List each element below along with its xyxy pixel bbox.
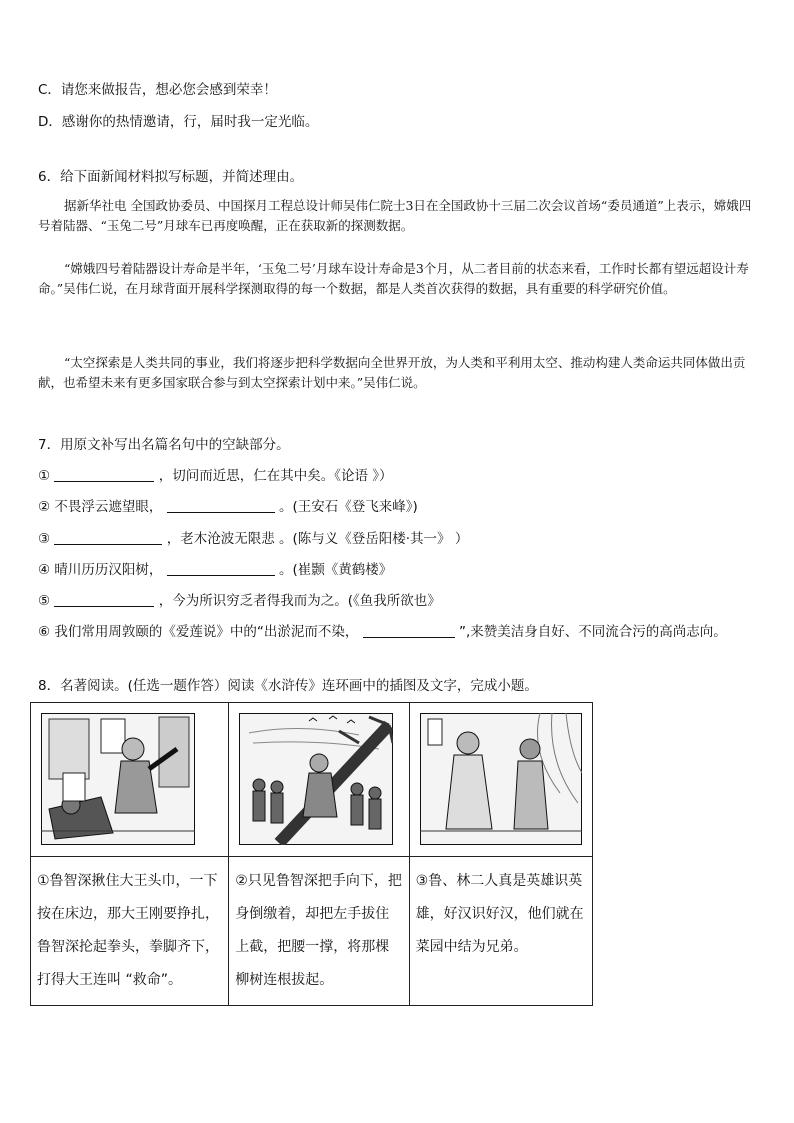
fill-item-prefix: ⑤	[38, 593, 51, 609]
question-7-prompt: 7．用原文补写出名篇名句中的空缺部分。	[38, 437, 290, 453]
fill-item-6	[38, 622, 727, 642]
fill-item-suffix: ，切问而近思，仁在其中矣。《论语 》）	[158, 468, 393, 484]
comic-panel-willow-icon	[239, 713, 393, 845]
comic-caption-3: ③鲁、林二人真是英雄识英雄，好汉识好汉，他们就在菜园中结为兄弟。	[409, 857, 592, 1006]
question-6-prompt: 6．给下面新闻材料拟写标题，并简述理由。	[38, 169, 304, 185]
fill-item-prefix: ② 不畏浮云遮望眼，	[38, 499, 163, 515]
fill-item-1	[38, 466, 393, 486]
answer-blank[interactable]	[54, 592, 154, 607]
comic-cell-2	[229, 703, 409, 857]
fill-item-suffix: 。(崔颢《黄鹤楼》	[279, 562, 393, 578]
answer-blank[interactable]	[363, 623, 455, 638]
comic-cell-1	[31, 703, 229, 857]
fill-item-3	[38, 529, 468, 549]
answer-blank[interactable]	[54, 467, 154, 482]
comic-cell-3	[409, 703, 592, 857]
fill-item-2	[38, 497, 418, 517]
fill-item-prefix: ④ 晴川历历汉阳树，	[38, 562, 163, 578]
fill-item-suffix: ，老木沧波无限悲 。(陈与义《登岳阳楼·其一》 ）	[166, 531, 469, 547]
news-paragraph-1: 据新华社电 全国政协委员、中国探月工程总设计师吴伟仁院士3日在全国政协十三届二次会议首场“委员通道”上表示，嫦娥四号着陆器、“玉兔二号”月球车已再度唤醒，正在获取新的探测数据。	[38, 198, 752, 233]
question-8-prompt: 8．名著阅读。(任选一题作答）阅读《水浒传》连环画中的插图及文字，完成小题。	[38, 678, 538, 694]
news-paragraph-3: “太空探索是人类共同的事业，我们将逐步把科学数据向全世界开放，为人类和平利用太空、推动构建人类命运共同体做出贡献，也希望未来有更多国家联合参与到太空探索计划中来。”吴伟仁说。	[38, 355, 746, 390]
comic-panel-brothers-icon	[420, 713, 582, 845]
comic-table	[30, 702, 593, 1006]
fill-item-4	[38, 560, 392, 580]
option-d: D．感谢你的热情邀请，行，届时我一定光临。	[38, 114, 319, 130]
option-c: C．请您来做报告，想必您会感到荣幸！	[38, 82, 277, 98]
fill-item-prefix: ①	[38, 468, 51, 484]
fill-item-suffix: 。(王安石《登飞来峰》)	[279, 499, 418, 515]
comic-panel-fight-icon	[41, 713, 195, 845]
fill-item-prefix: ⑥ 我们常用周敦颐的《爱莲说》中的“出淤泥而不染，	[38, 624, 359, 640]
answer-blank[interactable]	[167, 561, 275, 576]
answer-blank[interactable]	[167, 498, 275, 513]
fill-item-5	[38, 591, 441, 611]
fill-item-suffix: ，今为所识穷乏者得我而为之。(《鱼我所欲也》	[158, 593, 441, 609]
fill-item-prefix: ③	[38, 531, 51, 547]
fill-item-suffix: ”,来赞美洁身自好、不同流合污的高尚志向。	[458, 624, 727, 640]
news-paragraph-2: “嫦娥四号着陆器设计寿命是半年，‘玉兔二号’月球车设计寿命是3个月，从二者目前的状态来看，工作时长都有望远超设计寿命。”吴伟仁说，在月球背面开展科学探测取得的每一个数据，都是人类首次获得的数据，具有重要的科学研究价值。	[38, 261, 749, 296]
comic-caption-1: ①鲁智深揪住大王头巾，一下按在床边，那大王刚要挣扎，鲁智深抡起拳头，拳脚齐下，打得大王连叫 “救命”。	[31, 857, 229, 1006]
comic-caption-2: ②只见鲁智深把手向下，把身倒缴着，却把左手拔住上截，把腰一撑，将那棵柳树连根拔起。	[229, 857, 409, 1006]
answer-blank[interactable]	[54, 530, 162, 545]
